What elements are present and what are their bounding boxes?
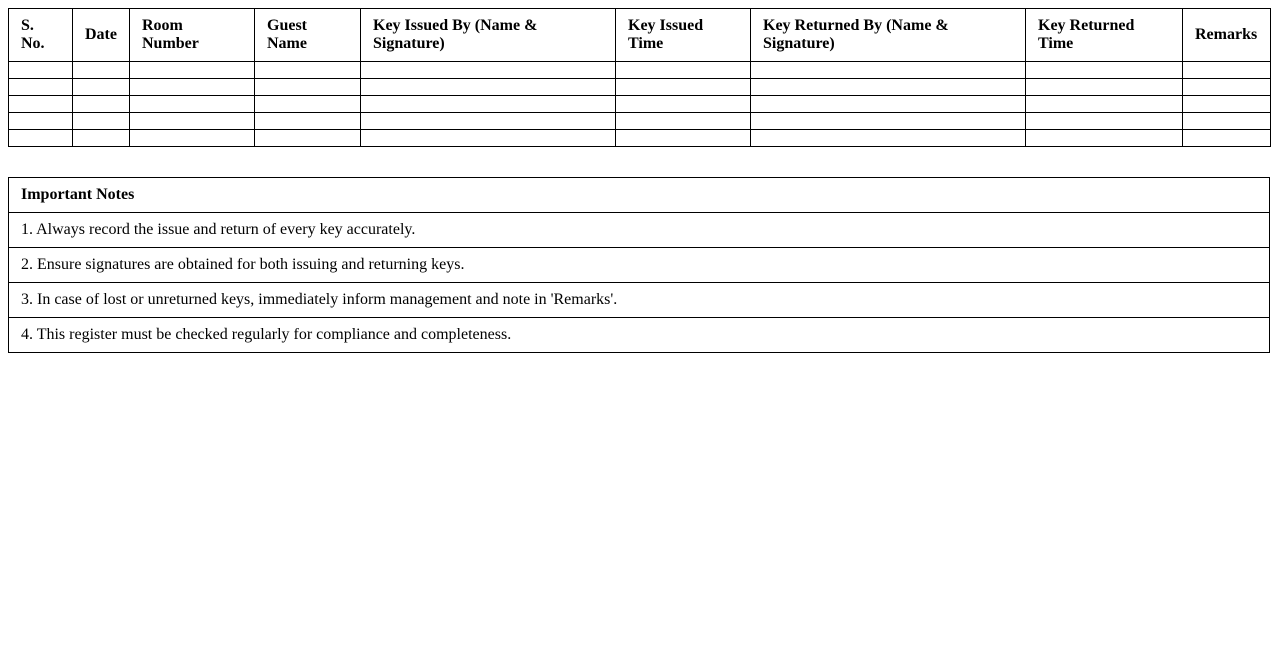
column-header-key-returned-by: Key Returned By (Name & Signature) [751, 9, 1026, 62]
table-row [9, 130, 1271, 147]
table-cell[interactable] [361, 130, 616, 147]
table-cell[interactable] [73, 62, 130, 79]
table-cell[interactable] [73, 79, 130, 96]
table-cell[interactable] [1183, 96, 1271, 113]
table-cell[interactable] [1026, 130, 1183, 147]
note-text: 4. This register must be checked regularly for compliance and completeness. [9, 318, 1270, 353]
table-cell[interactable] [1026, 62, 1183, 79]
table-cell[interactable] [73, 113, 130, 130]
table-row [9, 113, 1271, 130]
note-text: 2. Ensure signatures are obtained for both issuing and returning keys. [9, 248, 1270, 283]
table-cell[interactable] [9, 62, 73, 79]
column-header-key-returned-time: Key Returned Time [1026, 9, 1183, 62]
table-cell[interactable] [255, 130, 361, 147]
list-item [9, 283, 1270, 318]
list-item [9, 213, 1270, 248]
table-cell[interactable] [751, 79, 1026, 96]
table-cell[interactable] [361, 113, 616, 130]
table-cell[interactable] [9, 113, 73, 130]
notes-title: Important Notes [9, 178, 1270, 213]
column-header-serial-number: S. No. [9, 9, 73, 62]
table-cell[interactable] [751, 62, 1026, 79]
table-cell[interactable] [73, 130, 130, 147]
table-cell[interactable] [616, 96, 751, 113]
table-cell[interactable] [616, 113, 751, 130]
table-cell[interactable] [130, 79, 255, 96]
table-cell[interactable] [616, 130, 751, 147]
table-cell[interactable] [9, 96, 73, 113]
table-cell[interactable] [130, 113, 255, 130]
notes-header-row [9, 178, 1270, 213]
column-header-guest-name: Guest Name [255, 9, 361, 62]
table-cell[interactable] [9, 130, 73, 147]
table-cell[interactable] [9, 79, 73, 96]
list-item [9, 248, 1270, 283]
table-cell[interactable] [130, 130, 255, 147]
table-cell[interactable] [1026, 113, 1183, 130]
column-header-date: Date [73, 9, 130, 62]
table-cell[interactable] [255, 62, 361, 79]
table-cell[interactable] [255, 79, 361, 96]
table-cell[interactable] [751, 113, 1026, 130]
table-cell[interactable] [361, 96, 616, 113]
table-cell[interactable] [1183, 113, 1271, 130]
table-cell[interactable] [1026, 96, 1183, 113]
table-cell[interactable] [130, 62, 255, 79]
table-cell[interactable] [255, 96, 361, 113]
column-header-remarks: Remarks [1183, 9, 1271, 62]
table-cell[interactable] [361, 62, 616, 79]
table-row [9, 79, 1271, 96]
table-cell[interactable] [130, 96, 255, 113]
key-register-table [8, 8, 1271, 147]
table-cell[interactable] [255, 113, 361, 130]
list-item [9, 318, 1270, 353]
table-cell[interactable] [751, 130, 1026, 147]
table-cell[interactable] [361, 79, 616, 96]
table-row [9, 62, 1271, 79]
important-notes-table [8, 177, 1270, 353]
column-header-key-issued-time: Key Issued Time [616, 9, 751, 62]
column-header-room-number: Room Number [130, 9, 255, 62]
table-cell[interactable] [616, 79, 751, 96]
table-cell[interactable] [1183, 62, 1271, 79]
table-cell[interactable] [73, 96, 130, 113]
column-header-key-issued-by: Key Issued By (Name & Signature) [361, 9, 616, 62]
table-cell[interactable] [1183, 79, 1271, 96]
table-cell[interactable] [1026, 79, 1183, 96]
table-cell[interactable] [751, 96, 1026, 113]
table-cell[interactable] [1183, 130, 1271, 147]
table-cell[interactable] [616, 62, 751, 79]
note-text: 1. Always record the issue and return of every key accurately. [9, 213, 1270, 248]
table-row [9, 96, 1271, 113]
table-header-row [9, 9, 1271, 62]
note-text: 3. In case of lost or unreturned keys, immediately inform management and note in 'Remarks'. [9, 283, 1270, 318]
